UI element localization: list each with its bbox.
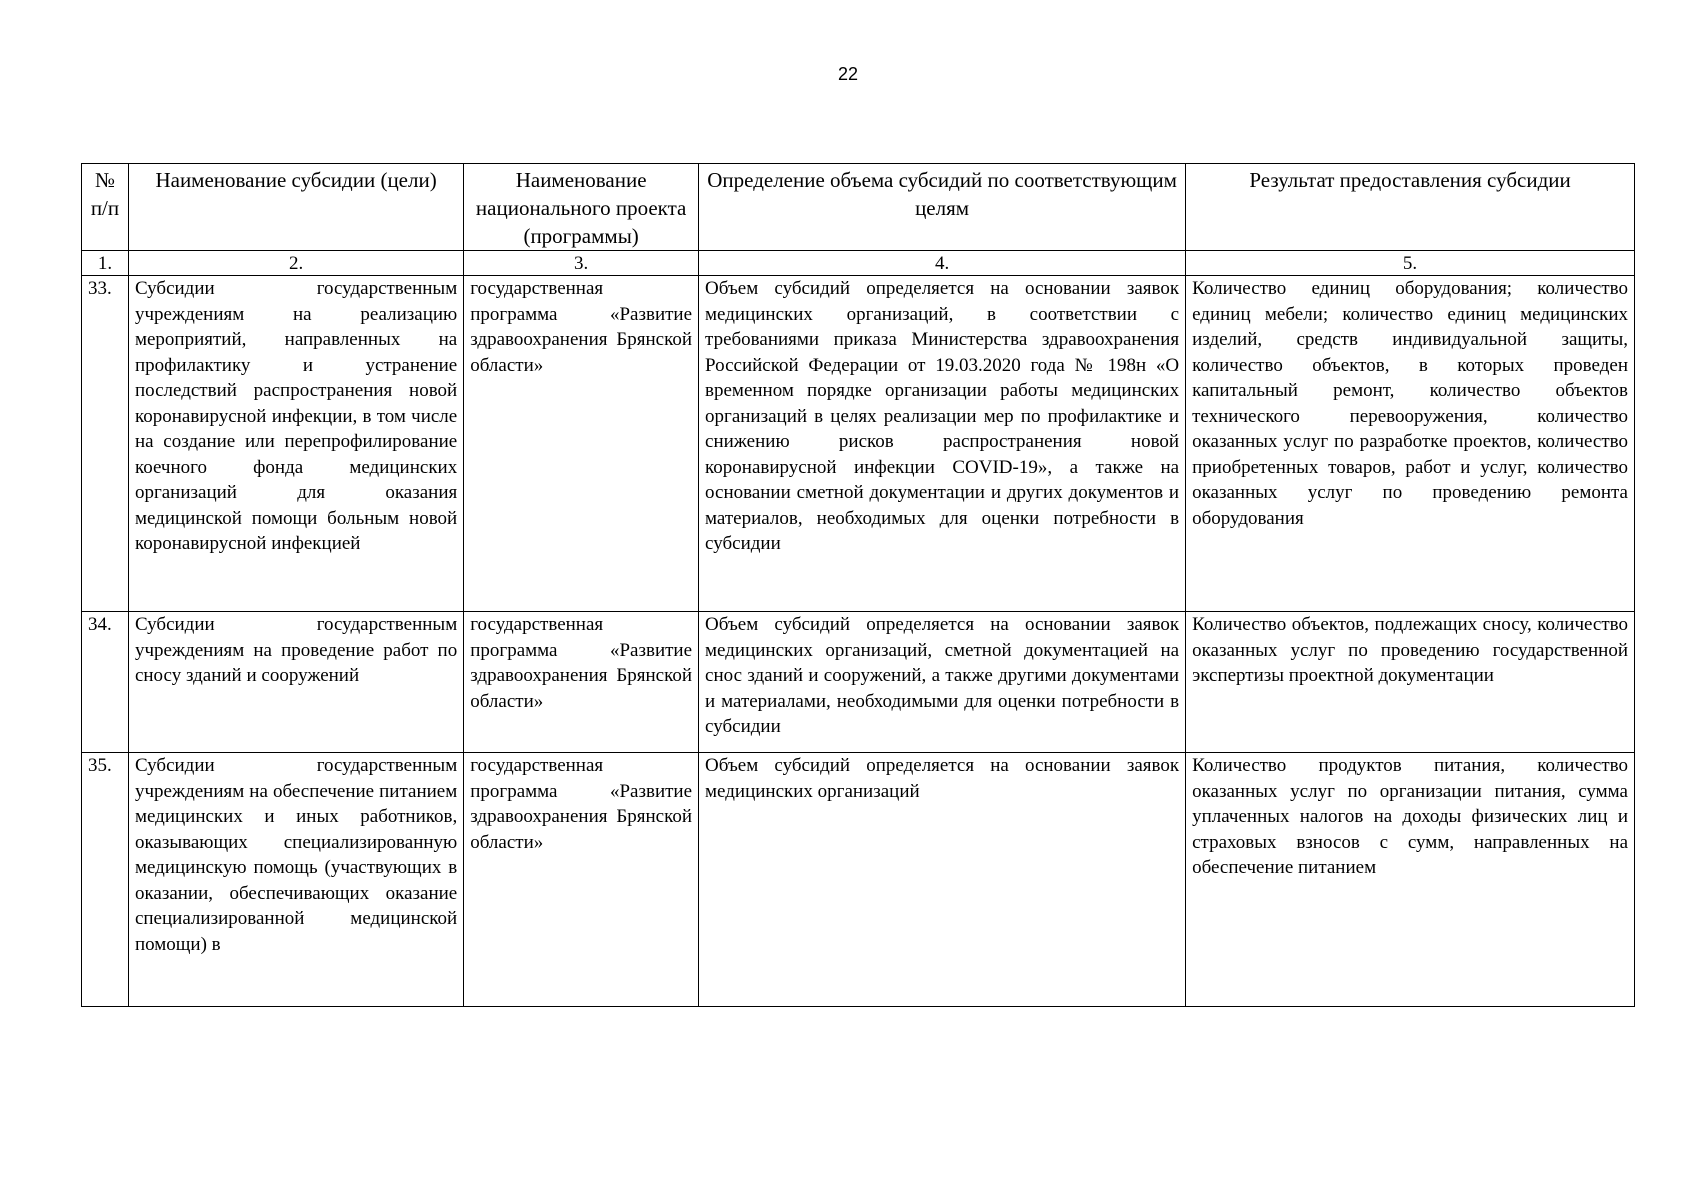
volume-definition: Объем субсидий определяется на основании заявок медицинских организаций bbox=[699, 753, 1186, 1007]
table-row bbox=[82, 276, 1635, 612]
row-number: 33. bbox=[82, 276, 129, 612]
table-header-row bbox=[82, 164, 1635, 251]
header-number: № п/п bbox=[82, 164, 129, 251]
column-number: 4. bbox=[699, 251, 1186, 276]
row-number: 34. bbox=[82, 612, 129, 753]
column-number: 1. bbox=[82, 251, 129, 276]
volume-definition: Объем субсидий определяется на основании заявок медицинских организаций, в соответствии с требованиями приказа Министерства здравоохранения Российской Федерации от 19.03.2020 года № 198н «О временном порядке организации работы медицинских организаций в целях реализации мер по профилактике и снижению рисков распространения новой коронавирусной инфекции COVID-19», а также на основании сметной документации и других документов и материалов, необходимых для оценки потребности в субсидии bbox=[699, 276, 1186, 612]
column-number: 2. bbox=[128, 251, 463, 276]
row-number: 35. bbox=[82, 753, 129, 1007]
table-row bbox=[82, 612, 1635, 753]
header-subsidy-name: Наименование субсидии (цели) bbox=[128, 164, 463, 251]
program-name: государственная программа «Развитие здравоохранения Брянской области» bbox=[464, 612, 699, 753]
subsidy-name: Субсидии государственным учреждениям на обеспечение питанием медицинских и иных работников, оказывающих специализированную медицинскую помощь (участвующих в оказании, обеспечивающих оказание специализированной медицинской помощи) в bbox=[128, 753, 463, 1007]
subsidy-name: Субсидии государственным учреждениям на реализацию мероприятий, направленных на профилактику и устранение последствий распространения новой коронавирусной инфекции, в том числе на создание или перепрофилирование коечного фонда медицинских организаций для оказания медицинской помощи больным новой коронавирусной инфекцией bbox=[128, 276, 463, 612]
subsidy-table bbox=[81, 163, 1635, 1007]
subsidy-name: Субсидии государственным учреждениям на проведение работ по сносу зданий и сооружений bbox=[128, 612, 463, 753]
page-number: 22 bbox=[837, 64, 859, 84]
subsidy-result: Количество объектов, подлежащих сносу, количество оказанных услуг по проведению государственной экспертизы проектной документации bbox=[1186, 612, 1635, 753]
header-volume-definition: Определение объема субсидий по соответствующим целям bbox=[699, 164, 1186, 251]
program-name: государственная программа «Развитие здравоохранения Брянской области» bbox=[464, 753, 699, 1007]
column-number: 3. bbox=[464, 251, 699, 276]
column-number-row bbox=[82, 251, 1635, 276]
program-name: государственная программа «Развитие здравоохранения Брянской области» bbox=[464, 276, 699, 612]
header-national-project: Наименование национального проекта (программы) bbox=[464, 164, 699, 251]
subsidy-result: Количество продуктов питания, количество оказанных услуг по организации питания, сумма уплаченных налогов на доходы физических лиц и страховых взносов с сумм, направленных на обеспечение питанием bbox=[1186, 753, 1635, 1007]
column-number: 5. bbox=[1186, 251, 1635, 276]
table-row bbox=[82, 753, 1635, 1007]
volume-definition: Объем субсидий определяется на основании заявок медицинских организаций, сметной документацией на снос зданий и сооружений, а также другими документами и материалами, необходимыми для оценки потребности в субсидии bbox=[699, 612, 1186, 753]
subsidy-result: Количество единиц оборудования; количество единиц мебели; количество единиц медицинских изделий, средств индивидуальной защиты, количество объектов, в которых проведен капитальный ремонт, количество объектов технического перевооружения, количество оказанных услуг по разработке проектов, количество приобретенных товаров, работ и услуг, количество оказанных услуг по проведению ремонта оборудования bbox=[1186, 276, 1635, 612]
header-result: Результат предоставления субсидии bbox=[1186, 164, 1635, 251]
